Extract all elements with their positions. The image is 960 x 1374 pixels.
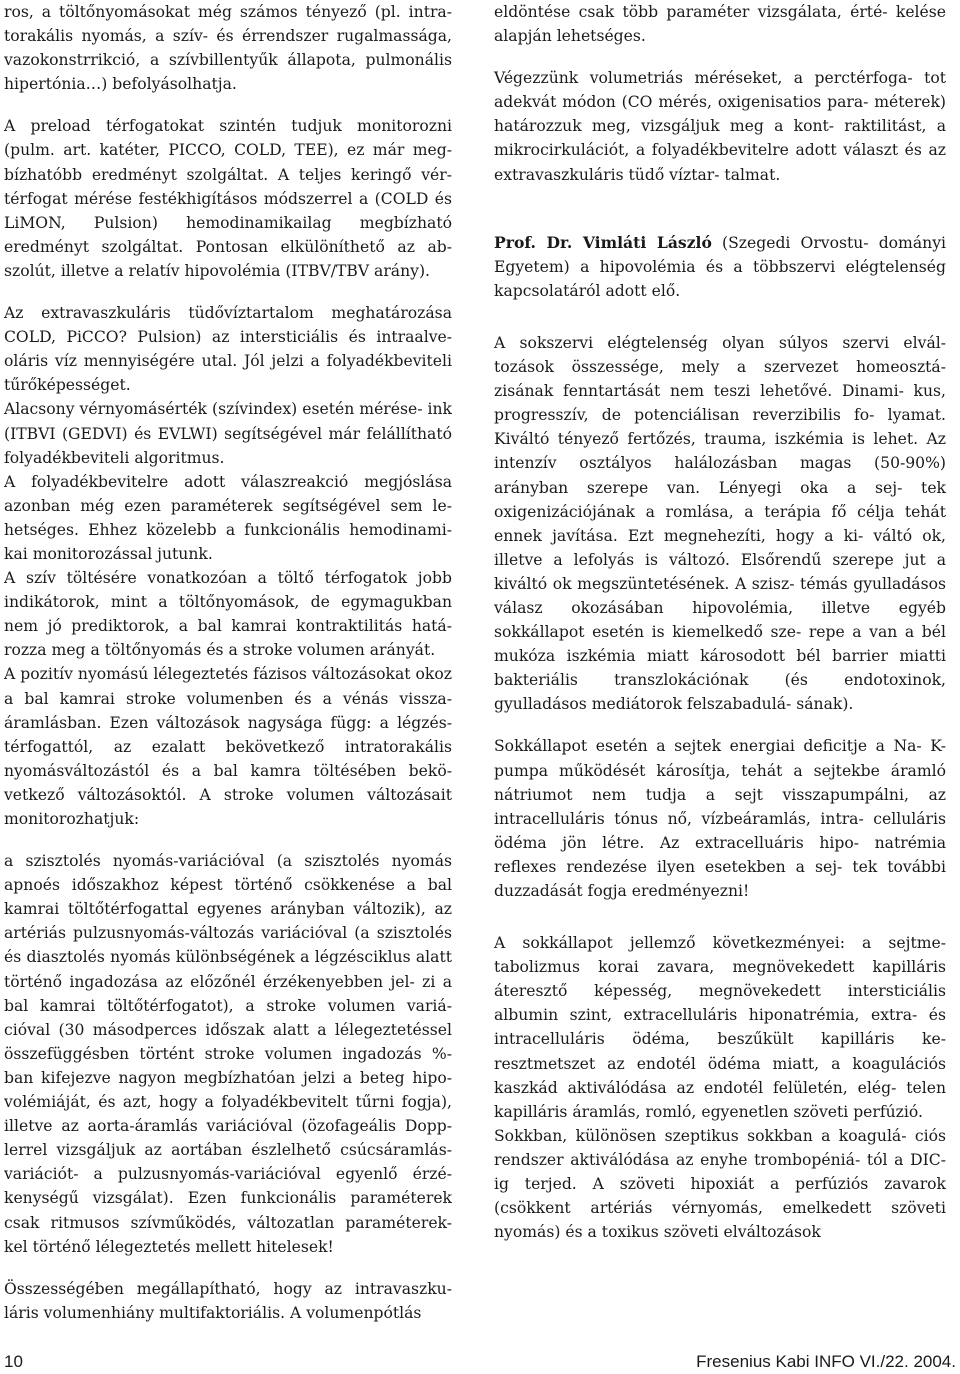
author-name: Prof. Dr. Vimláti László <box>494 232 712 252</box>
paragraph-preload-volumes: A preload térfogatokat szintén tudjuk monitorozni (pulm. art. katéter, PICCO, COLD, TEE), ez már meg- bízhatóbb eredményt szolgáltat. A teljes keringő vér- térfogat mérése festékhigításos módszerrel a (COLD és LiMON, Pulsion) hemodinamikailag megbízható eredményt szolgáltat. Pontosan elkülöníthető az ab- szolút, illetve a relatív hipovolémia (ITBV/TBV arány). <box>4 117 452 280</box>
paragraph-decision: eldöntése csak több paraméter vizsgálata, érté- kelése alapján lehetséges. <box>494 3 946 46</box>
paragraph-filling-volumes: A szív töltésére vonatkozóan a töltő térfogatok jobb indikátorok, mint a töltőnyomások, de egymagukban nem jó prediktorok, a bal kamrai kontraktilitás hatá- rozza meg a töltőnyomás és a stroke volumen arányát. <box>4 569 452 660</box>
paragraph-extravascular-water: Az extravaszkuláris tüdővíztartalom meghatározása COLD, PiCCO? Pulsion) az intersticiális és intraalve- oláris víz mennyiségére utal. Jól jelzi a folyadékbeviteli tűrőképességet. <box>4 304 452 395</box>
right-column <box>494 0 946 1244</box>
paragraph-preload-intro: ros, a töltőnyomásokat még számos tényező (pl. intra- torakális nyomás, a szív- és érrendszer rugalmassága, vazokonstrrikció, a szívbillentyűk állapota, pulmonális hipertónia…) befolyásolhatja. <box>4 3 452 94</box>
paragraph-positive-pressure: A pozitív nyomású lélegeztetés fázisos változásokat okoz a bal kamrai stroke volumenben és a vénás vissza- áramlásban. Ezen változások nagysága függ: a légzés- térfogattól, az ezalatt bekövetkező intratorakális nyomásváltozástól és a bal kamra töltésében bekö- vetkező változásoktól. A stroke volumen változásait monitorozhatjuk: <box>4 665 452 828</box>
paragraph-shock-consequences: A sokkállapot jellemző következményei: a sejtme- tabolizmus korai zavara, megnövekedett kapilláris áteresztő képesség, megnövekedett intersticiális albumin szint, extracelluláris hiponatrémia, extra- és intracelluláris ödéma, beszűkült kapilláris ke- resztmetszet az endotél ödéma miatt, a koagulációs kaszkád aktiválódása az endotél felületén, elég- telen kapilláris áramlás, romló, egyenetlen szöveti perfúzió. <box>494 934 946 1121</box>
paragraph-volumetric: Végezzünk volumetriás méréseket, a perctérfoga- tot adekvát módon (CO mérés, oxigenisatios para- méterek) határozzuk meg, vizsgáljuk meg a kont- raktilitást, a mikrocirkulációt, a folyadékbevitelre adott választ és az extravaszkuláris tüdő víztar- talmat. <box>494 69 946 184</box>
paragraph-mods: A sokszervi elégtelenség olyan súlyos szervi elvál- tozások összessége, mely a szervezet homeosztá- zisának fenntartását nem teszi lehetővé. Dinami- kus, progresszív, de potenciálisan reverzibilis fo- lyamat. Kiváltó tényező fertőzés, trauma, iszkémia is lehet. Az intenzív osztályos halálozásban magas (50-90%) arányban szerepe van. Lényegi oka a sej- tek oxigenizációjának a romlása, a terápia fő célja tehát ennek javítása. Ezt megnehezíti, hogy a ki- váltó ok, illetve a lefolyás is változó. Elsőrendű szerepe jut a kiváltó ok megszüntetésének. A szisz- témás gyulladásos válasz okozásában hipovolémia, illetve egyéb sokkállapot esetén is kiemelkedő sze- repe a van a bél mukóza iszkémia miatt károsodott bél barrier miatti bakteriális transzlokációnak (és endotoxinok, gyulladásos mediátorok felszabadulá- sának). <box>494 333 946 714</box>
left-column <box>4 0 452 1325</box>
paragraph-low-bp: Alacsony vérnyomásérték (szívindex) esetén mérése- ink (ITBVI (GEDVI) és EVLWI) segítségével már felállítható folyadékbeviteli algoritmus. <box>4 400 452 467</box>
paragraph-fluid-response: A folyadékbevitelre adott válaszreakció megjóslása azonban még ezen paraméterek segítségével sem le- hetséges. Ehhez közelebb a funkcionális hemodinami- kai monitorozással jutunk. <box>4 472 452 563</box>
paragraph-conclusion: Összességében megállapítható, hogy az intravaszku- láris volumenhiány multifaktoriális. A volumenpótlás <box>4 1279 452 1322</box>
author-affiliation: (Szegedi Orvostu- dományi Egyetem) a hipovolémia és a többszervi elégtelenség kapcsolatáról adott elő. <box>494 233 946 300</box>
author-paragraph <box>494 231 946 303</box>
publication-info: Fresenius Kabi INFO VI./22. 2004. <box>696 1352 956 1371</box>
paragraph-variation-methods: a szisztolés nyomás-variációval (a szisztolés nyomás apnoés időszakhoz képest történő csökkenése a bal kamrai töltőtérfogattal egyenes arányban változik), az artériás pulzusnyomás-változás variációval (a szisztolés és diasztolés nyomás különbségének a légzésciklus alatt történő ingadozása az előzőnél érzékenyebben jel- zi a bal kamrai töltőtérfogatot), a stroke volumen variá- cióval (30 másodperces időszak alatt a lélegeztetéssel összefüggésben történt stroke volumen ingadozás %- ban kifejezve nagyon megbízhatóan jelzi a beteg hipo- volémiáját, és azt, hogy a folyadékbevitelt tűrni fogja), illetve az aorta-áramlás variációval (özofageális Dopp- lerrel vizsgáljuk az aortában észlelhető csúcsáramlás- variációt- a pulzusnyomás-variációval egyenlő érzé- kenységű vizsgálat). Ezen funkcionális paraméterek csak ritmusos szívműködés, változatlan paraméterek- kel történő lélegeztetés mellett hitelesek! <box>4 852 452 1256</box>
paragraph-septic-shock: Sokkban, különösen szeptikus sokkban a koagulá- ciós rendszer aktiválódása az enyhe trombopéniá- tól a DIC-ig terjed. A szöveti hipoxiát a perfúziós zavarok (csökkent artériás vérnyomás, emelkedett szöveti nyomás) és a toxikus szöveti elváltozások <box>494 1126 946 1242</box>
paragraph-shock-energy: Sokkállapot esetén a sejtek energiai deficitje a Na- K-pumpa működését károsítja, tehát a sejtekbe áramló nátriumot nem tudja a sejt visszapumpálni, az intracelluláris tónus nő, vízbeáramlás, intra- celluláris ödéma jön létre. Az extracelluáris hipo- natrémia reflexes rendezése ilyen esetekben a sej- tek további duzzadását fogja eredményezni! <box>494 737 946 900</box>
page-number: 10 <box>4 1352 23 1371</box>
